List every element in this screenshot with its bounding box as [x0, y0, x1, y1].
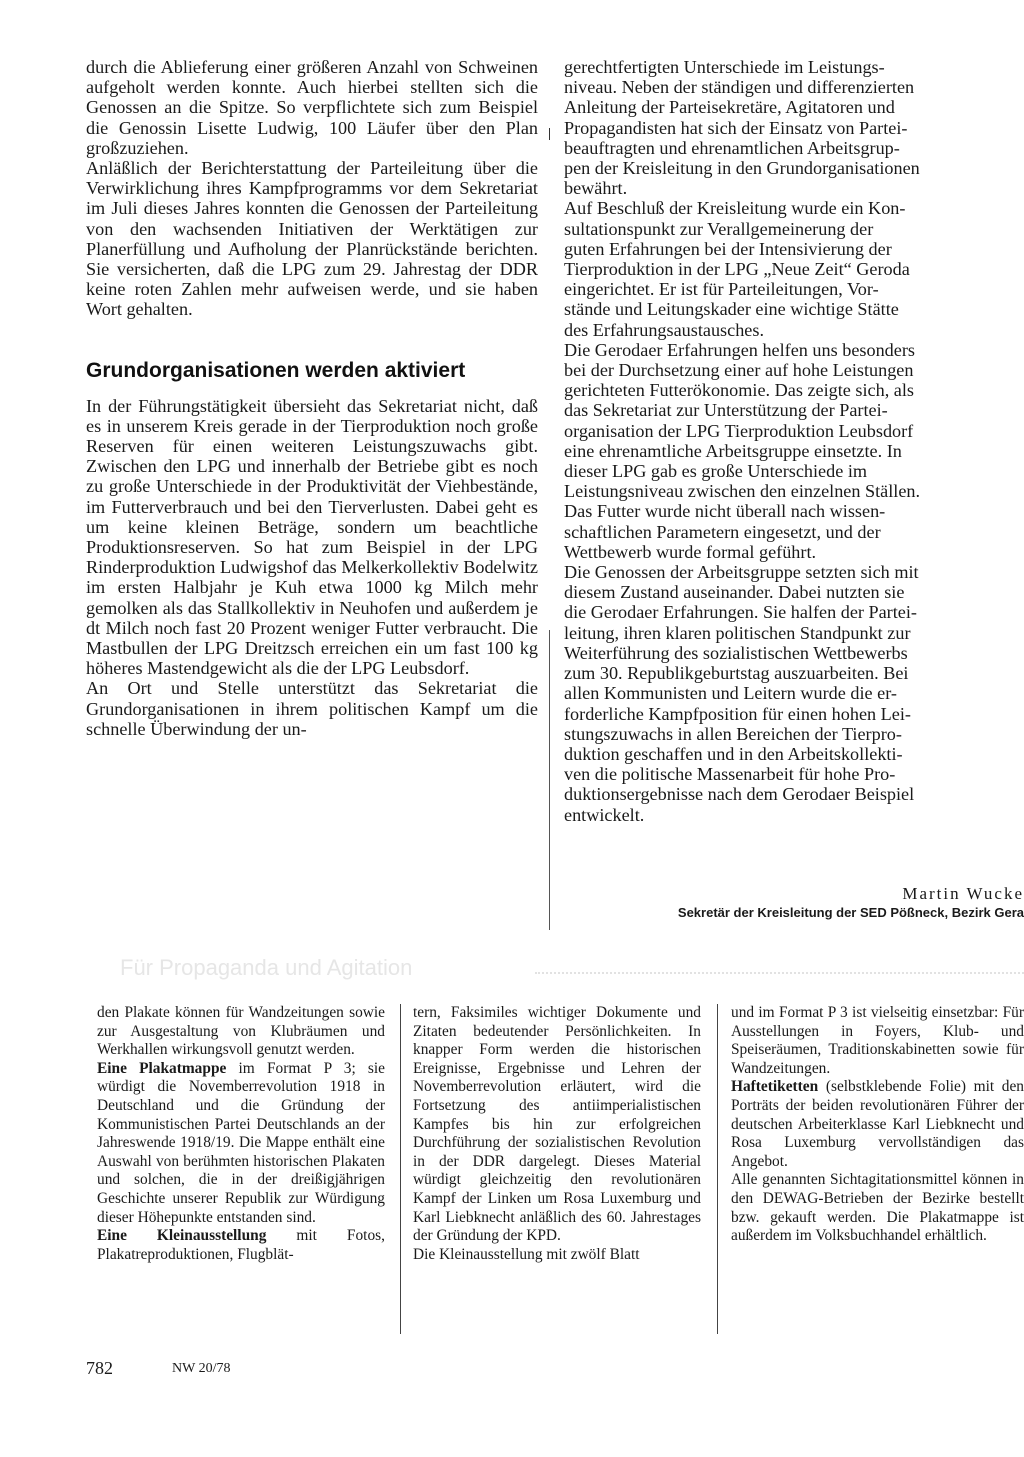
- section-banner: Für Propaganda und Agitation: [120, 955, 413, 980]
- page-number: 782: [86, 1358, 113, 1378]
- paragraph-text: den Plakate können für Wandzeitungen sowie zur Ausgestaltung von Klubräumen und Werkhallen wirkungsvoll genutzt werden.: [97, 1004, 385, 1059]
- paragraph-text: (selbstklebende Folie) mit den Porträts der beiden revolutionären Führer der deutschen Arbeiterklasse Karl Liebknecht und Rosa Luxemburg vervollständigen das Angebot.: [731, 1078, 1024, 1170]
- paragraph: [731, 1171, 1024, 1245]
- section-heading: Grundorganisationen werden aktiviert: [86, 358, 466, 382]
- paragraph: Die Gerodaer Erfahrungen helfen uns besonders bei der Durchsetzung einer auf hohe Leistungen gerichteten Futterökonomie. Das zeigte sich, als das Sekretariat zur Unterstützung der Partei- organisation der LPG Tierproduktion Leubsdorf eine ehrenamtliche Arbeitsgruppe einsetzte. In dieser LPG gab es große Unterschiede im Leistungsniveau zwischen den einzelnen Ställen. Das Futter wurde nicht überall nach wissen- schaftlichen Parametern eingesetzt, und der Wettbewerb wurde formal geführt.: [564, 339, 921, 562]
- paragraph-text: im Format P 3; sie würdigt die Novemberrevolution 1918 in Deutschland und die Gründung der Kommunistischen Partei Deutschlands an der Jahreswende 1918/19. Die Mappe enthält eine Auswahl von berühmten historischen Plakaten und solchen, die in der dreißigjährigen Geschichte unserer Republik zur Würdigung dieser Höhepunkte entstanden sind.: [97, 1059, 385, 1226]
- run-in-heading: Haftetiketten: [731, 1078, 819, 1096]
- paragraph-text: und im Format P 3 ist vielseitig einsetzbar: Für Ausstellungen in Foyers, Klub- und Speiseräumen, Traditionskabinetten sowie für Wandzeitungen.: [731, 1004, 1024, 1077]
- column-divider: [717, 1004, 718, 1334]
- run-in-heading: Eine Plakatmappe: [97, 1059, 227, 1077]
- bottom-column-2: [413, 1004, 701, 1264]
- author-name: Martin Wucke: [902, 884, 1024, 903]
- paragraph: Auf Beschluß der Kreisleitung wurde ein Kon- sultationspunkt zur Verallgemeinerung der guten Erfahrungen bei der Intensivierung der Tierproduktion in der LPG „Neue Zeit“ Gerodа eingerichtet. Er ist für Parteileitungen, Vor- stände und Leitungskader eine wichtige Stätte des Erfahrungsaustausches.: [564, 198, 910, 340]
- issue-label: NW 20/78: [172, 1361, 231, 1376]
- run-in-heading: Eine Kleinausstellung: [97, 1227, 267, 1245]
- paragraph-text: mit Fotos, Plakatreproduktionen, Flugblät-: [97, 1227, 385, 1263]
- paragraph-text: tern, Faksimiles wichtiger Dokumente und Zitaten bedeutender Persönlichkeiten. In knapper Form werden die historischen Ereignisse, Ergebnisse und Lehren der Novemberrevolution erläutert, wird die Fortsetzung des antiimperialistischen Kampfes bis hin zur erfolgreichen Durchführung der sozialistischen Revolution in der DDR dargelegt. Dieses Material würdigt gleichzeitig den revolutionären Kampf der Linken um Rosa Luxemburg und Karl Liebknecht anläßlich des 60. Jahrestages der Gründung der KPD.: [413, 1004, 701, 1245]
- paragraph: [413, 1004, 701, 1246]
- paragraph: [413, 1246, 701, 1265]
- paragraph: [97, 1004, 385, 1060]
- article-column-right: [564, 57, 1024, 825]
- paragraph-text: Alle genannten Sichtagitationsmittel können in den DEWAG-Betrieben der Bezirke bestellt bzw. gekauft werden. Die Plakatmappe ist außerdem im Volksbuchhandel erhältlich.: [731, 1171, 1024, 1245]
- paragraph: An Ort und Stelle unterstützt das Sekretariat die Grundorganisationen in ihrem politischen Kampf um die schnelle Überwindung der un-: [86, 678, 538, 739]
- column-divider: [549, 128, 550, 140]
- article-column-left: [86, 57, 538, 739]
- bottom-column-1: [97, 1004, 385, 1264]
- section-rule: [535, 972, 1024, 974]
- paragraph: gerechtfertigten Unterschiede im Leistungs- niveau. Neben der ständigen und differenzierten Anleitung der Parteisekretäre, Agitatoren und Propagandisten hat sich der Einsatz von Partei- beauftragten und ehrenamtlichen Arbeitsgrup- pen der Kreisleitung in den Grundorganisationen bewährt.: [564, 57, 920, 199]
- paragraph: [97, 1060, 385, 1227]
- paragraph: In der Führungstätigkeit übersieht das Sekretariat nicht, daß es in unserem Kreis gerade in der Tierproduktion noch große Reserven für einen weiteren Leistungszuwachs gibt. Zwischen den LPG und innerhalb der Betriebe gibt es noch zu große Unterschiede in der Produktivität der Viehbestände, im Futterverbrauch und bei den Tierverlusten. Dabei geht es um keine kleinen Beträge, sondern um beachtliche Produktionsreserven. So hat zum Beispiel in der LPG Rinderproduktion Ludwigshof das Melkerkollektiv Bodelwitz im ersten Halbjahr je Kuh etwa 1000 kg Milch mehr gemolken als das Stallkollektiv in Neuhofen und außerdem je dt Milch noch fast 20 Prozent weniger Futter verbraucht. Die Mastbullen der LPG Dreitzsch erreichen ein um fast 100 kg höheres Mastendgewicht als die der LPG Leubsdorf.: [86, 395, 538, 679]
- bottom-column-3: [731, 1004, 1024, 1246]
- paragraph: Anläßlich der Berichterstattung der Parteileitung über die Verwirklichung ihres Kampfprogramms vor dem Sekretariat im Juli dieses Jahres konnten die Genossen der Parteileitung von den wachsenden Initiativen der Werktätigen zur Planerfüllung und Aufholung der Planrückstände berichten. Sie versicherten, daß die LPG zum 29. Jahrestag der DDR keine roten Zahlen mehr aufweisen werde, und sie haben Wort gehalten.: [86, 158, 538, 320]
- column-divider: [549, 630, 550, 930]
- paragraph: Die Genossen der Arbeitsgruppe setzten sich mit diesem Zustand auseinander. Dabei nutzten sie die Gerodaer Erfahrungen. Sie halfen der Partei- leitung, ihren klaren politischen Standpunkt zur Weiterführung des sozialistischen Wettbewerbs zum 30. Republikgeburtstag auszuarbeiten. Bei allen Kommunisten und Leitern wurde die er- forderliche Kampfposition für einen hohen Lei- stungszuwachs in allen Bereichen der Tierpro- duktion geschaffen und in den Arbeitskollekti- ven die politische Massenarbeit für hohe Pro- duktionsergebnisse nach dem Gerodaer Beispiel entwickelt.: [564, 562, 919, 825]
- paragraph-text: Die Kleinausstellung mit zwölf Blatt: [413, 1245, 640, 1263]
- author-signature: [564, 884, 1024, 922]
- paragraph: [731, 1004, 1024, 1078]
- paragraph: durch die Ablieferung einer größeren Anzahl von Schweinen aufgeholt werden konnte. Auch hierbei stellten sich die Genossen an die Spitze. So verpflichtete sich zum Beispiel die Genossin Lisette Ludwig, 100 Läufer über den Plan großzuziehen.: [86, 57, 538, 158]
- author-role: Sekretär der Kreisleitung der SED Pößneck, Bezirk Gera: [677, 905, 1024, 920]
- paragraph: [97, 1227, 385, 1264]
- column-divider: [400, 1004, 401, 1334]
- paragraph: [731, 1078, 1024, 1171]
